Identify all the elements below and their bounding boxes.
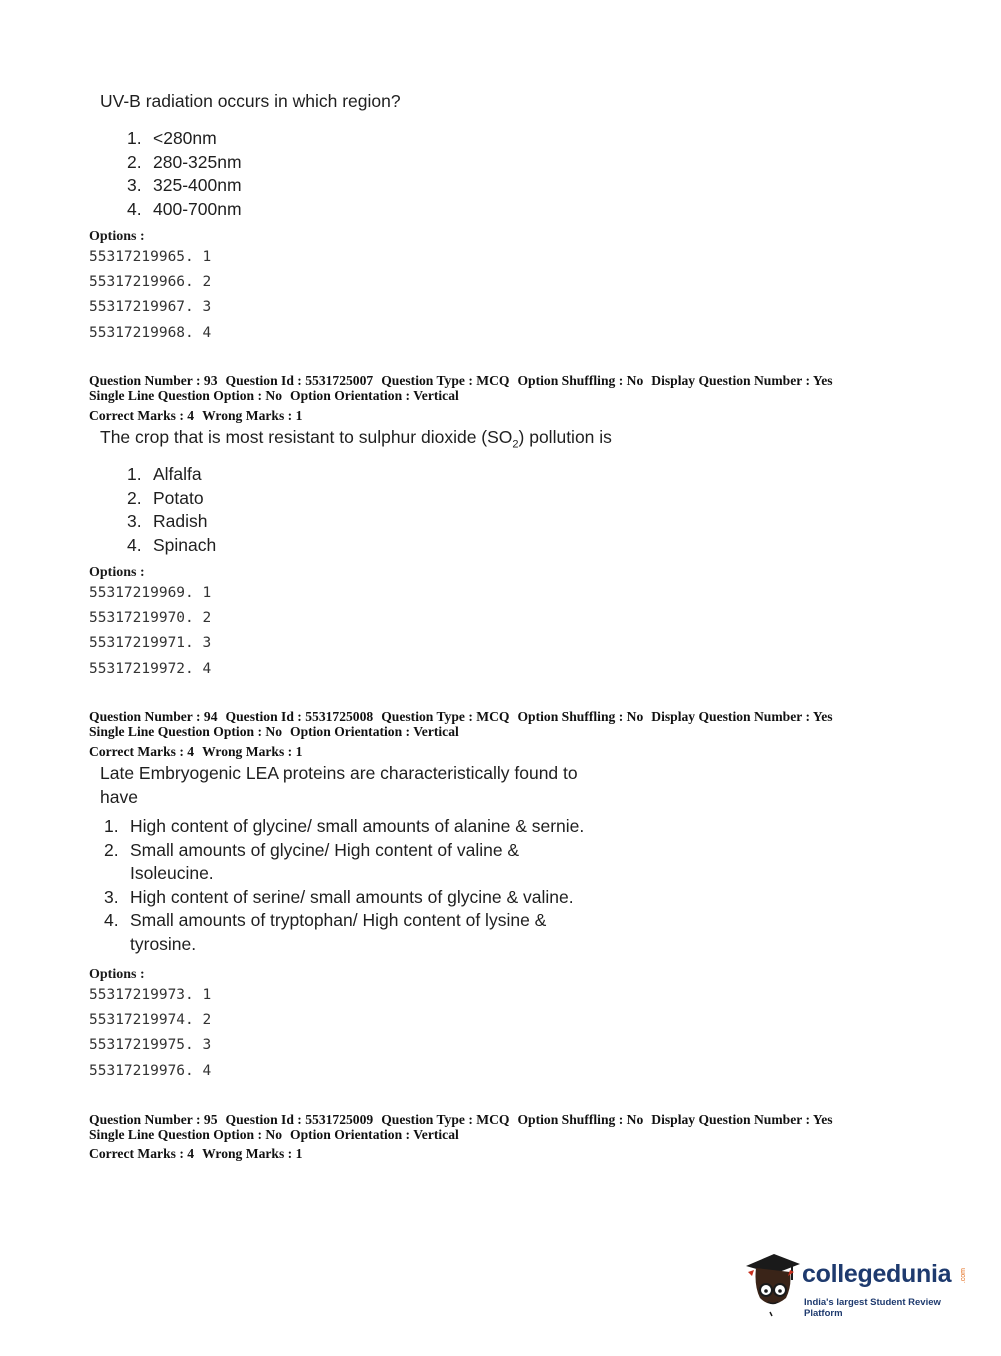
brand-name: collegedunia [802,1260,952,1288]
question-94-meta-line-1: Question Number : 94 Question Id : 5531725008 Question Type : MCQ Option Shuffling : No Display Question Number : Yes [89,709,833,724]
question-93-meta-line-2: Single Line Question Option : No Option Orientation : Vertical [89,388,459,403]
question-95-meta-line-2: Single Line Question Option : No Option Orientation : Vertical [89,1127,459,1142]
question-94-text: Late Embryogenic LEA proteins are characteristically found to have [100,763,578,807]
option-id: 55317219972. 4 [89,660,212,677]
question-94-option-ids [89,983,211,1084]
option-id: 55317219975. 3 [89,1037,212,1054]
exam-page: UV-B radiation occurs in which region? 1. <280nm 2. 280-325nm 3. 325-400nm 4. 400-700nm Options : 55317219965. 1 55317219966. 2 55317219967. 3 55317219968. 4 Question Number : 93 Question Id : 5531725007 Question Type : MCQ Option Shuffling : No Display Question Number : Yes Single Line Question Option : No Option Orientation : Vertical Correct Marks : 4 Wrong Marks : 1 The crop that is most resistant to sulphur dioxide $(SO_2)$ pollution is 1. Alfalfa 2. Potato 3. Radish 4. Spinach Options : 55317219969. 1 55317219970. 2 55317219971. 3 55317219972. 4 Question Number : 94 Question Id : 5531725008 Question Type : MCQ Option Shuffling : No Display Question Number : Yes Single Line Question Option : No Option Orientation : Vertical Correct Marks : 4 Wrong Marks : 1 Late Embryogenic LEA proteins are characteristically found to have 1. High content of glycine/ small amounts of alanine & sernie. 2. Small amounts of glycine/ High content of valine & Isoleucine. 3. High content of serine/ small amounts of glycine & valine. 4. Small amounts of tryptophan/ High content of lysine & tyrosine. Options : 55317219973. 1 55317219974. 2 55317219975. 3 55317219976. 4 Question Number : 95 Question Id : 5531725009 Question Type : MCQ Option Shuffling : No Display Question Number : Yes Single Line Question Option : No Option Orientation : Vertical Correct Marks : 4 Wrong Marks : 1 collegedunia .com India's largest Student Review Platform [0,0,1001,1356]
mascot-icon [742,1246,802,1318]
option-id: 55317219971. 3 [89,635,212,652]
options-label: Options : [89,229,145,244]
question-94-meta-line-2: Single Line Question Option : No Option Orientation : Vertical [89,724,459,739]
question-93-marks: Correct Marks : 4 Wrong Marks : 1 [89,408,303,423]
option-id: 55317219966. 2 [89,274,212,291]
option-id: 55317219973. 1 [89,987,212,1003]
options-label: Options : [89,967,145,982]
option-id: 55317219970. 2 [89,610,212,627]
question-93-option-ids [89,581,211,682]
option-id: 55317219976. 4 [89,1062,212,1079]
question-95-marks: Correct Marks : 4 Wrong Marks : 1 [89,1146,303,1161]
brand-suffix: .com [960,1268,967,1284]
question-92-option-ids [89,245,211,346]
question-92-text: UV-B radiation occurs in which region? [100,91,401,111]
question-93-meta-line-1: Question Number : 93 Question Id : 5531725007 Question Type : MCQ Option Shuffling : No Display Question Number : Yes [89,373,833,388]
collegedunia-logo [742,1246,972,1318]
option-id: 55317219968. 4 [89,324,212,341]
question-93-text: The crop that is most resistant to sulphur dioxide $(SO_2)$ pollution is [100,427,612,451]
option-id: 55317219965. 1 [89,249,212,265]
options-label: Options : [89,565,145,580]
option-id: 55317219967. 3 [89,299,212,316]
question-95-meta-line-1: Question Number : 95 Question Id : 5531725009 Question Type : MCQ Option Shuffling : No Display Question Number : Yes [89,1112,833,1127]
question-94-marks: Correct Marks : 4 Wrong Marks : 1 [89,744,303,759]
option-id: 55317219974. 2 [89,1012,212,1029]
option-id: 55317219969. 1 [89,585,212,601]
brand-tagline: India's largest Student Review Platform [804,1297,941,1319]
